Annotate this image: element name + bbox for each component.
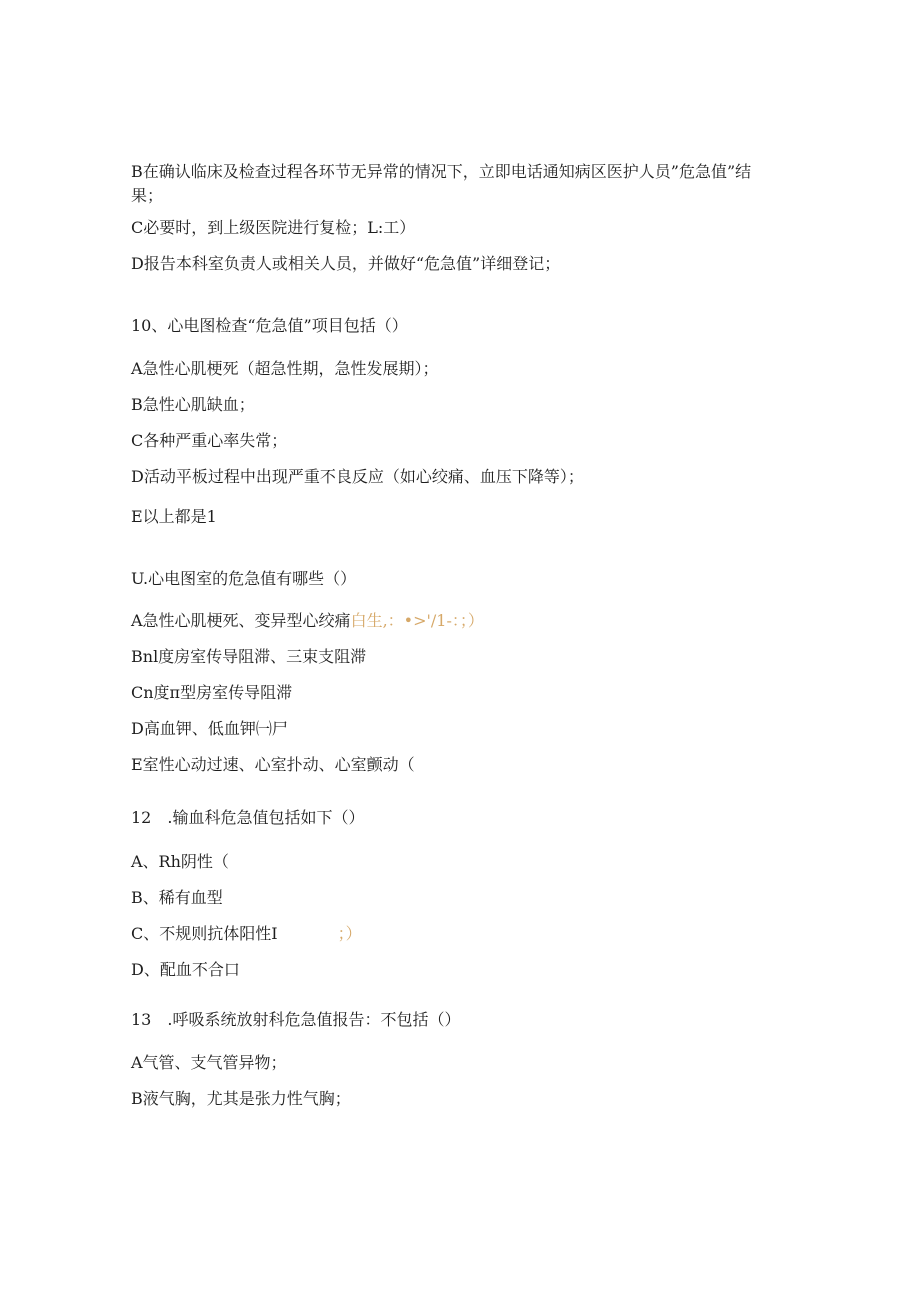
q9-option-b: B在确认临床及检查过程各环节无异常的情况下，立即电话通知病区医护人员”危急值”结果； xyxy=(131,162,752,205)
q11-option-a-annotation: 白生,：•>'/1-：；） xyxy=(350,611,484,630)
q11-option-a-text: A急性心肌梗死、变异型心绞痛 xyxy=(131,611,351,630)
q12-option-c-annotation: ；） xyxy=(337,924,362,943)
q10-question: 10、心电图检查“危急值”项目包括（） xyxy=(131,316,408,335)
q10-option-b: B急性心肌缺血； xyxy=(131,395,255,414)
q12-option-c xyxy=(131,922,362,946)
q13-question: 13 .呼吸系统放射科危急值报告：不包括（） xyxy=(131,1010,461,1029)
q10-option-d: D活动平板过程中出现严重不良反应（如心绞痛、血压下降等）； xyxy=(131,467,584,486)
q12-option-c-text: C、不规则抗体阳性I xyxy=(131,924,278,943)
q12-question: 12 .输血科危急值包括如下（） xyxy=(131,808,365,827)
q12-option-b: B、稀有血型 xyxy=(131,888,223,907)
q11-option-b: Bnl度房室传导阻滞、三束支阻滞 xyxy=(131,647,367,666)
q9-option-d: D报告本科室负责人或相关人员，并做好“危急值”详细登记； xyxy=(131,254,561,273)
q11-option-d: D高血钾、低血钾㈠尸 xyxy=(131,719,288,738)
q13-option-a: A气管、支气管异物； xyxy=(131,1053,287,1072)
q10-option-a: A急性心肌梗死（超急性期，急性发展期）； xyxy=(131,359,439,378)
q12-option-d: D、配血不合口 xyxy=(131,960,240,979)
q12-option-a: A、Rh阴性（ xyxy=(131,852,229,871)
q11-question: U.心电图室的危急值有哪些（） xyxy=(131,569,357,588)
q11-option-c: Cn度π型房室传导阻滞 xyxy=(131,683,293,702)
q10-option-e: E以上都是1 xyxy=(131,507,217,526)
q10-option-c: C各种严重心率失常； xyxy=(131,431,288,450)
q9-option-c: C必要时，到上级医院进行复检；L:工） xyxy=(131,218,416,237)
q11-option-e: E室性心动过速、心室扑动、心室颤动（ xyxy=(131,755,415,774)
q13-option-b: B液气胸，尤其是张力性气胸； xyxy=(131,1089,351,1108)
q11-option-a xyxy=(131,609,484,633)
